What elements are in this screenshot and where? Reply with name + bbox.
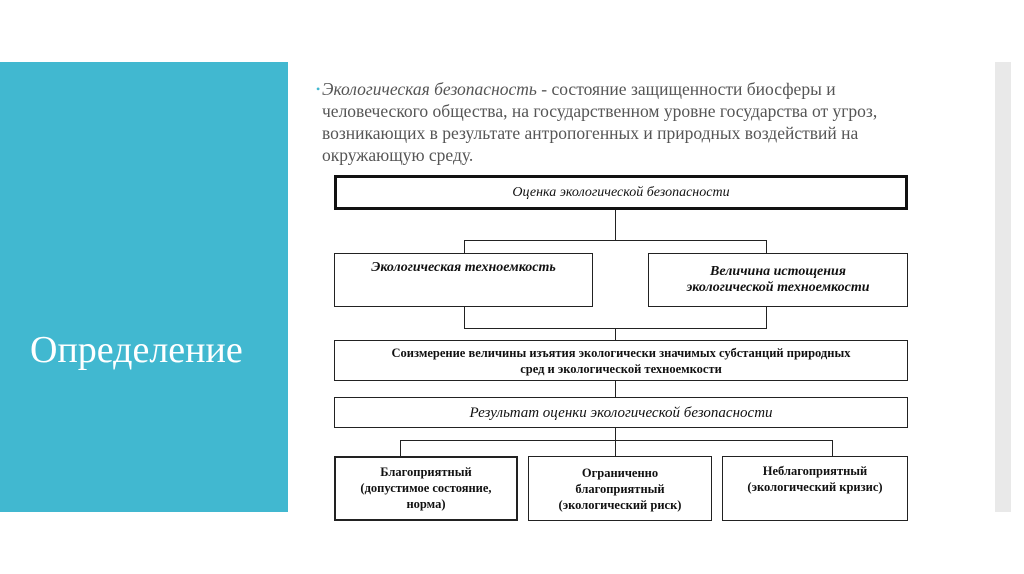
connector	[464, 240, 767, 241]
outcome-unfavorable: Неблагоприятный (экологический кризис)	[722, 456, 908, 521]
connector	[615, 428, 616, 440]
box-assessment: Оценка экологической безопасности	[334, 175, 908, 210]
outcome-limited: Ограниченно благоприятный (экологический риск)	[528, 456, 712, 521]
bullet-icon: •	[316, 82, 321, 96]
slide-title: Определение	[30, 329, 243, 371]
connector	[766, 240, 767, 253]
connector	[615, 328, 616, 340]
connector	[464, 240, 465, 253]
connector	[615, 210, 616, 240]
side-strip	[995, 62, 1011, 512]
connector	[766, 307, 767, 328]
connector	[400, 440, 401, 456]
connector	[832, 440, 833, 456]
box-result: Результат оценки экологической безопасности	[334, 397, 908, 428]
depletion-line1: Величина истощения	[710, 264, 846, 279]
outcome-favorable: Благоприятный (допустимое состояние, норма)	[334, 456, 518, 521]
box-comparison: Соизмерение величины изъятия экологически значимых субстанций природных сред и экологической техноемкости	[334, 340, 908, 381]
connector	[615, 381, 616, 397]
definition-bullet	[316, 78, 912, 166]
box-technocapacity: Экологическая техноемкость	[334, 253, 593, 307]
title-panel	[0, 62, 288, 512]
depletion-line2: экологической техноемкости	[686, 280, 870, 295]
connector	[464, 307, 465, 328]
definition-text: - состояние защищенности биосферы и человеческого общества, на государственном уровне государства от угроз, возникающих в результате антропогенных и природных воздействий на окружающую среду.	[322, 79, 878, 165]
box-depletion	[648, 253, 908, 307]
connector	[615, 440, 616, 456]
connector	[400, 440, 832, 441]
definition-term: Экологическая безопасность	[322, 79, 537, 99]
